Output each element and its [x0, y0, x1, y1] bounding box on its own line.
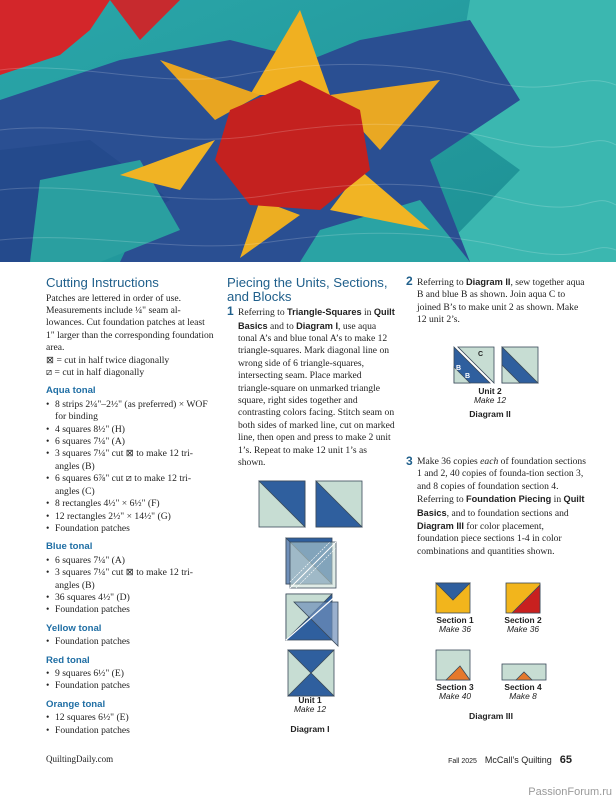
list-item: • 3 squares 7¼" cut ⊠ to make 12 tri-angles (B)	[46, 567, 214, 592]
footer-right	[448, 754, 572, 766]
list-item: • 9 squares 6½" (E)	[46, 668, 214, 680]
diagram-2-title: Diagram II	[469, 409, 511, 419]
step-number: 2	[406, 274, 413, 288]
quilt-photo	[0, 0, 616, 262]
list-item: • Foundation patches	[46, 636, 214, 648]
list-item: • 36 squares 4½" (D)	[46, 592, 214, 604]
footer-site: QuiltingDaily.com	[46, 754, 114, 764]
diagram-2	[450, 345, 560, 425]
piecing-continued	[406, 276, 586, 327]
section-3-block	[436, 650, 470, 680]
cut-squares	[286, 594, 338, 646]
group-blue-list	[46, 555, 214, 617]
diagram-1-graphic	[258, 480, 368, 708]
list-item: • Foundation patches	[46, 725, 214, 737]
list-item: • 3 squares 7¼" cut ⊠ to make 12 tri-angles (B)	[46, 448, 214, 473]
section-4-block	[502, 664, 546, 680]
group-orange-heading: Orange tonal	[46, 698, 106, 710]
list-item: • Foundation patches	[46, 604, 214, 616]
group-red-heading: Red tonal	[46, 654, 90, 666]
legend-quarter: ⊠ = cut in half twice diagonally	[46, 354, 170, 366]
label-b-1: B	[456, 365, 462, 372]
triangle-square-2	[316, 481, 362, 527]
list-item: • 4 squares 8½" (H)	[46, 424, 214, 436]
group-yellow-heading: Yellow tonal	[46, 622, 102, 634]
group-aqua-heading: Aqua tonal	[46, 385, 96, 397]
piecing-title: Piecing the Units, Sections, and Blocks	[227, 275, 388, 304]
section-1-caption: Section 1 Make 36	[436, 615, 474, 635]
diagram-3-graphic	[426, 580, 556, 690]
cut-once-icon: ⧄	[46, 367, 53, 379]
cutting-instructions	[46, 276, 214, 737]
unit-1-caption: Unit 1 Make 12	[293, 695, 327, 715]
group-blue-heading: Blue tonal	[46, 541, 93, 553]
section-2-caption: Section 2 Make 36	[504, 615, 542, 635]
triangle-square-1	[259, 481, 305, 527]
list-item: • 12 squares 6½" (E)	[46, 712, 214, 724]
group-orange-list	[46, 712, 214, 737]
diagram-1	[258, 480, 368, 740]
list-item: • 6 squares 6⅞" cut ⧄ to make 12 tri-angles (C)	[46, 473, 214, 498]
step-3: 3 Make 36 copies each of foundation sections 1 and 2, 40 copies of founda-tion section 3, and 8 copies of foundation section 4. Referring to Foundation Piecing in Quilt Basics, and to foundation sections and Diagram III for color placement, foundation piece sections 1-4 in color combinations and quantities shown.	[406, 454, 586, 557]
label-c: C	[478, 351, 484, 358]
group-yellow-list	[46, 636, 214, 648]
group-aqua-list	[46, 399, 214, 535]
group-red-list	[46, 668, 214, 693]
diagram-3	[426, 580, 556, 730]
list-item: • 6 squares 7¼" (A)	[46, 436, 214, 448]
list-item: • 8 rectangles 4½" × 6½" (F)	[46, 498, 214, 510]
footer-issue: Fall 2025	[448, 758, 477, 765]
list-item: • 6 squares 7¼" (A)	[46, 555, 214, 567]
unit-1-block	[288, 650, 334, 696]
cutting-intro: Patches are lettered in order of use. Measurements include ¼" seam al-lowances. Cut foundation patches at least 1" larger than the corresponding foundation area.	[46, 292, 214, 354]
watermark: PassionForum.ru	[528, 786, 612, 798]
list-item: • Foundation patches	[46, 523, 214, 535]
step-1: 1 Referring to Triangle-Squares in Quilt Basics and to Diagram I, use aqua tonal A’s and blue tonal A’s to make 12 triangle-squares. Mark diagonal line on wrong side of 6 triangle-squares, intersecting seam. Place marked triangle-square on unmarked triangle square, right sides together and contrasting colors facing. Stitch seam on both sides of marked line, cut on marked line, then open and press to make 2 unit 1’s. Repeat to make 12 unit 1’s as shown.	[227, 304, 395, 469]
step-2: 2 Referring to Diagram II, sew together aqua B and blue B as shown. Join aqua C to joined B’s to make unit 2 as shown. Make 12 unit 2’s.	[406, 274, 585, 326]
legend-half: ⧄ = cut in half diagonally	[46, 367, 145, 379]
section-3-caption: Section 3 Make 40	[436, 682, 474, 702]
unit-2-caption: Unit 2 Make 12	[473, 386, 507, 406]
section-4-caption: Section 4 Make 8	[504, 682, 542, 702]
stacked-squares	[286, 538, 336, 588]
list-item: • Foundation patches	[46, 680, 214, 692]
page-number: 65	[559, 754, 572, 766]
step-number: 1	[227, 304, 234, 319]
label-b-2: B	[465, 373, 471, 380]
step-3-block	[406, 456, 586, 558]
list-item: • 12 rectangles 2½" × 14½" (G)	[46, 511, 214, 523]
footer-magazine: McCall’s Quilting	[484, 755, 552, 765]
diagram-3-title: Diagram III	[469, 711, 513, 721]
list-item: • 8 strips 2¼"–2½" (as preferred) × WOF for binding	[46, 399, 214, 424]
diagram-1-title: Diagram I	[290, 724, 330, 734]
step-number: 3	[406, 454, 413, 468]
unit-2-block	[502, 347, 538, 383]
section-2-block	[506, 583, 540, 613]
cutting-title: Cutting Instructions	[46, 275, 159, 290]
section-1-block	[436, 583, 470, 613]
cut-twice-icon: ⊠	[46, 354, 55, 366]
piecing-section	[227, 276, 395, 469]
